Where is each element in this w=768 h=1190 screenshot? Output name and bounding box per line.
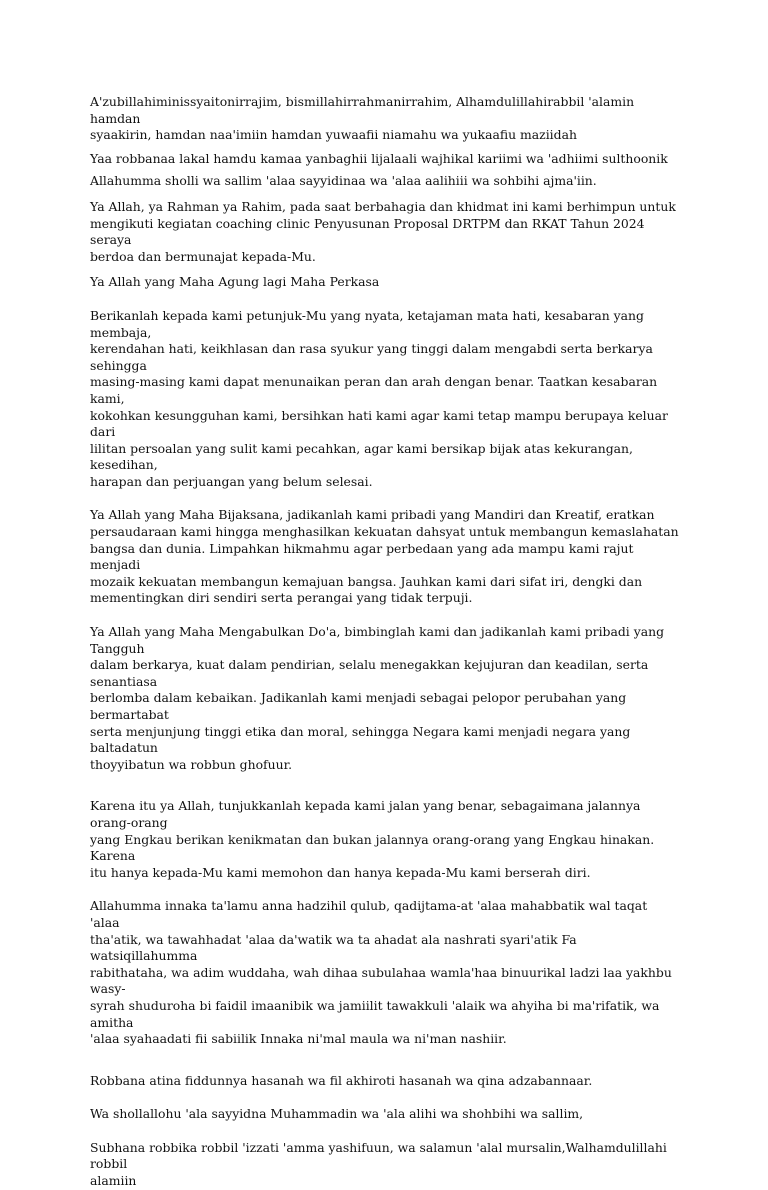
paragraph-salawat: Allahumma sholli wa sallim 'alaa sayyidinaa wa 'alaa aalihiii wa sohbihi ajma'iin. bbox=[90, 173, 597, 189]
paragraph-petition-guidance: Berikanlah kepada kami petunjuk-Mu yang nyata, ketajaman mata hati, kesabaran yang membaja, kerendahan hati, keikhlasan dan rasa syukur yang tinggi dalam mengabdi serta berkarya sehingga masing-masing kami dapat menunaikan peran dan arah dengan benar. Taatkan kesabaran kami, kokohkan kesungguhan kami, bersihkan hati kami agar kami tetap mampu berupaya keluar dari lilitan persoalan yang sulit kami pecahkan, agar kami bersikap bijak atas kekurangan, kesedihan, harapan dan perjuangan yang belum selesai. bbox=[90, 307, 668, 489]
paragraph-petition-strength: Ya Allah yang Maha Mengabulkan Do'a, bimbinglah kami dan jadikanlah kami pribadi yang Tangguh dalam berkarya, kuat dalam pendirian, selalu menegakkan kejujuran dan keadilan, serta senantiasa berlomba dalam kebaikan. Jadikanlah kami menjadi sebagai pelopor perubahan yang bermartabat serta menjunjung tinggi etika dan moral, sehingga Negara kami menjadi negara yang baltadatun thoyyibatun wa robbun ghofuur. bbox=[90, 624, 664, 772]
paragraph-opening-praise: A'zubillahiminissyaitonirrajim, bismillahirrahmanirrahim, Alhamdulillahirabbil 'alamin hamdan syaakirin, hamdan naa'imiin hamdan yuwaafii niamahu wa yukaafiu maziidah bbox=[90, 94, 635, 143]
paragraph-sapu-jagat: Robbana atina fiddunnya hasanah wa fil akhiroti hasanah wa qina adzabannaar. bbox=[90, 1072, 593, 1088]
paragraph-petition-unity: Ya Allah yang Maha Bijaksana, jadikanlah kami pribadi yang Mandiri dan Kreatif, eratkan persaudaraan kami hingga menghasilkan kekuatan dahsyat untuk membangun kemaslahatan bangsa dan dunia. Limpahkan hikmahmu agar perbedaan yang ada mampu kami rajut menjadi mozaik kekuatan membangun kemajuan bangsa. Jauhkan kami dari sifat iri, dengki dan mementingkan diri sendiri serta perangai yang tidak terpuji. bbox=[90, 507, 679, 606]
paragraph-petition-right-path: Karena itu ya Allah, tunjukkanlah kepada kami jalan yang benar, sebagaimana jalannya orang-orang yang Engkau berikan kenikmatan dan bukan jalannya orang-orang yang Engkau hinakan. Karena itu hanya kepada-Mu kami memohon dan hanya kepada-Mu kami berserah diri. bbox=[90, 798, 655, 880]
paragraph-invocation-heading: Ya Allah yang Maha Agung lagi Maha Perkasa bbox=[90, 274, 380, 290]
paragraph-opening-prayer: Ya Allah, ya Rahman ya Rahim, pada saat berbahagia dan khidmat ini kami berhimpun untuk mengikuti kegiatan coaching clinic Penyusunan Proposal DRTPM dan RKAT Tahun 2024 seraya berdoa dan bermunajat kepada-Mu. bbox=[90, 198, 676, 264]
paragraph-praise-line: Yaa robbanaa lakal hamdu kamaa yanbaghii lijalaali wajhikal kariimi wa 'adhiimi sulthoonik bbox=[90, 150, 668, 166]
document-page bbox=[90, 94, 680, 1190]
paragraph-closing-salawat: Wa shollallohu 'ala sayyidna Muhammadin wa 'ala alihi wa shohbihi wa sallim, bbox=[90, 1106, 584, 1122]
paragraph-rabithah-prayer: Allahumma innaka ta'lamu anna hadzihil qulub, qadijtama-at 'alaa mahabbatik wal taqat 'alaa tha'atik, wa tawahhadat 'alaa da'watik wa ta ahadat ala nashrati syari'atik Fa watsiqillahumma rabithataha, wa adim wuddaha, wah dihaa subulahaa wamla'haa binuurikal ladzi laa yakhbu wasy- syrah shuduroha bi faidil imaanibik wa jamiilit tawakkuli 'alaik wa ahyiha bi ma'rifatik, wa amitha 'alaa syahaadati fii sabiilik Innaka ni'mal maula wa ni'man nashiir. bbox=[90, 898, 672, 1047]
paragraph-closing-tasbih: Subhana robbika robbil 'izzati 'amma yashifuun, wa salamun 'alal mursalin,Walhamdulillahi robbil alamiin bbox=[90, 1139, 667, 1189]
